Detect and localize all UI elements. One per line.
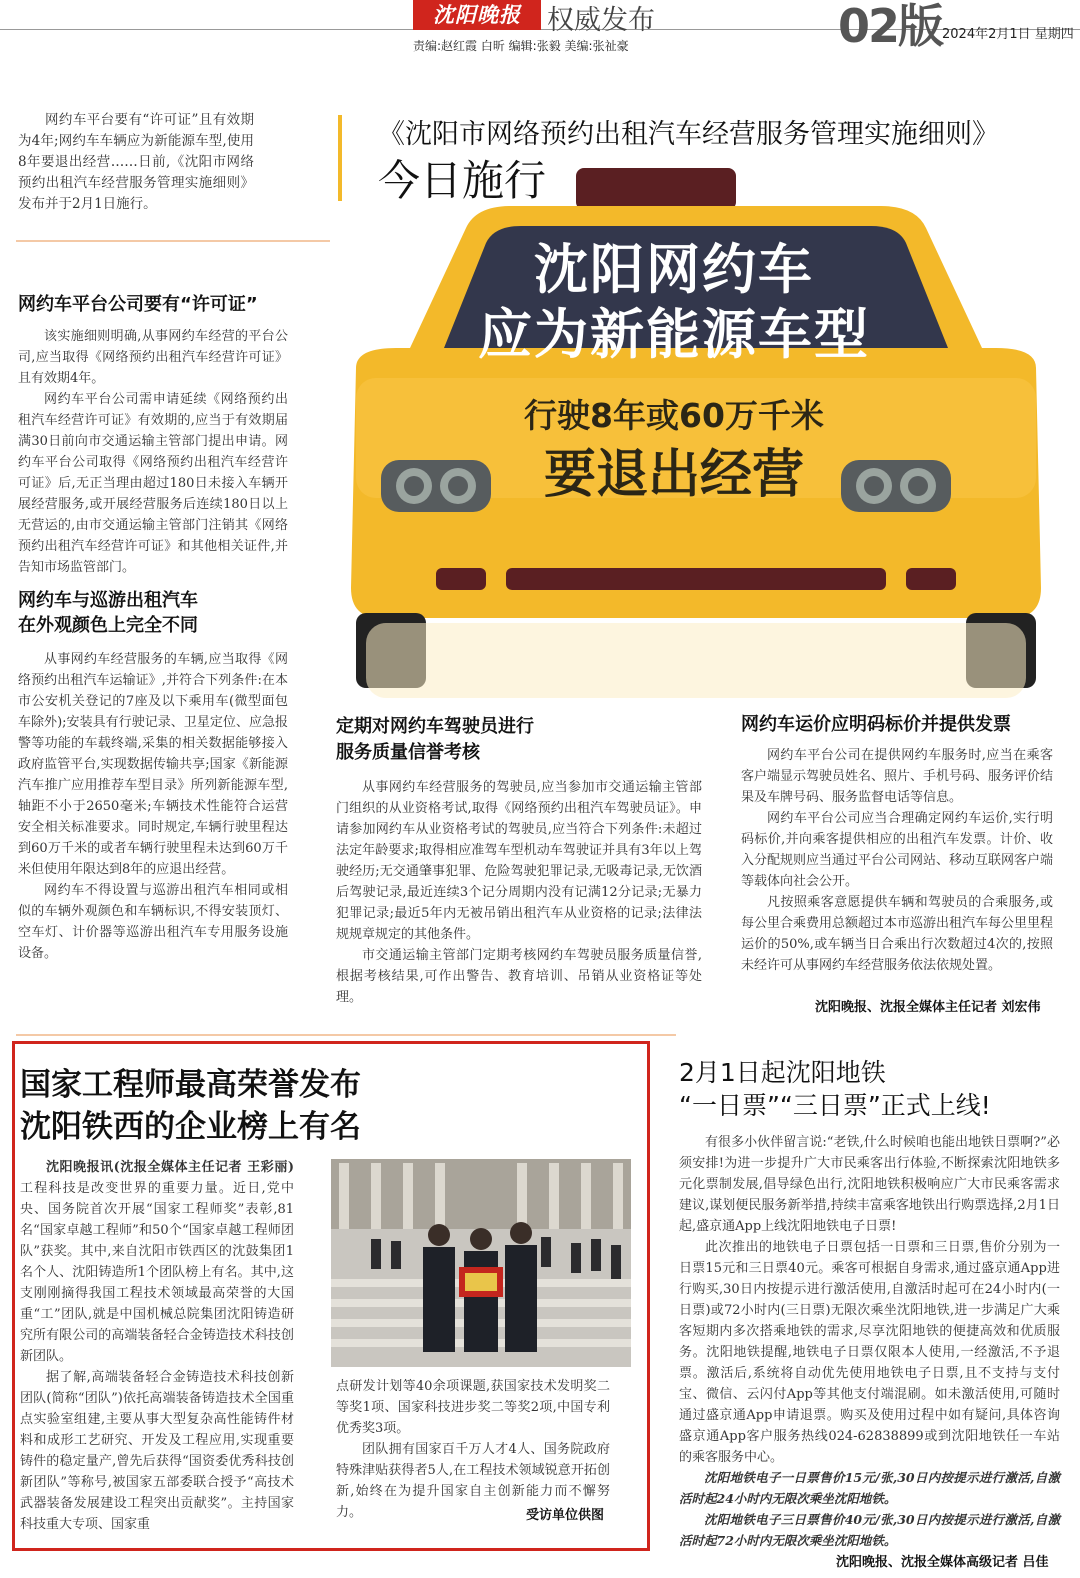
section-title-platform-license: 网约车平台公司要有“许可证” (18, 294, 258, 315)
engineer-headline-1: 国家工程师最高荣誉发布 (20, 1067, 361, 1103)
graphic-emphasis: 要退出经营 (543, 445, 804, 505)
editors-line: 责编:赵红霞 白昕 编辑:张毅 美编:张祉豪 (413, 39, 629, 53)
graphic-title-1: 沈阳网约车 (534, 238, 814, 301)
metro-headline-2: “一日票”“三日票”正式上线! (679, 1091, 991, 1120)
reporter-credit-liu: 沈阳晚报、沈报全媒体主任记者 刘宏伟 (815, 1000, 1041, 1015)
three-awardees (423, 1222, 537, 1352)
graphic-title-2: 应为新能源车型 (478, 303, 870, 366)
graphic-subtitle: 行驶8年或60万千米 (524, 396, 824, 435)
section-title-fare: 网约车运价应明码标价并提供发票 (741, 714, 1011, 735)
bumper-glow (366, 623, 1026, 698)
fare-text: 网约车平台公司在提供网约车服务时,应当在乘客客户端显示驾驶员姓名、照片、手机号码、服务评价结果及车牌号码、服务监督电话等信息。 网约车平台公司应当合理确定网约车运价,实行明码标价,并向乘客提供相应的出租汽车发票。计价、收入分配规则应当通过平台公司网站、移动互联网客户端等载体向社会公开。 凡按照乘客意愿提供车辆和驾驶员的合乘服务,或每公里合乘费用总额超过本市巡游出租汽车每公里里程运价的50%,或车辆当日合乘出行次数超过4次的,按照未经许可从事网约车经营服务依法依规处置。 (741, 748, 1054, 973)
driver-text: 从事网约车经营服务的驾驶员,应当参加市交通运输主管部门组织的从业资格考试,取得《网络预约出租汽车驾驶员证》。申请参加网约车从业资格考试的驾驶员,应当符合下列条件:未超过法定年龄要求;取得相应准驾车型机动车驾驶证并具有3年以上驾驶经历;无交通肇事犯罪、危险驾驶犯罪记录,无吸毒记录,无饮酒后驾驶记录,最近连续3个记分周期内没有记满12分记录;无暴力犯罪记录;最近5年内无被吊销出租汽车从业资格的记录;法律法规规章规定的其他条件。 市交通运输主管部门定期考核网约车驾驶员服务质量信誉,根据考核结果,可作出警告、教育培训、吊销从业资格证等处理。 (336, 780, 702, 1005)
section-title-appearance-2: 在外观颜色上完全不同 (18, 615, 198, 636)
lead-divider (16, 240, 330, 242)
issue-date: 2024年2月1日 星期四 (942, 27, 1074, 42)
metro-ticket-notes: 沈阳地铁电子一日票售价15元/张,30日内按提示进行激活,自激活时起24小时内无限次乘坐沈阳地铁。 沈阳地铁电子三日票售价40元/张,30日内按提示进行激活,自激活时起72小时内无限次乘坐沈阳地铁。 (679, 1470, 1060, 1548)
front-grille (506, 568, 886, 590)
lead-paragraph: 网约车平台要有“许可证”且有效期为4年;网约车车辆应为新能源车型,使用8年要退出经营……日前,《沈阳市网络预约出租汽车经营服务管理实施细则》发布并于2月1日施行。 (18, 112, 254, 212)
platform-license-text: 该实施细则明确,从事网约车经营的平台公司,应当取得《网络预约出租汽车经营许可证》且有效期4年。 网约车平台公司需申请延续《网络预约出租汽车经营许可证》有效期的,应当于有效期届满30日前向市交通运输主管部门提出申请。网约车平台公司取得《网络预约出租汽车经营许可证》后,无正当理由超过180日未接入车辆开展经营服务,或开展经营服务后连续180日以上无营运的,由市交通运输主管部门注销其《网络预约出租汽车经营许可证》和其他相关证件,并告知市场监管部门。 (18, 329, 288, 575)
roof-sign (576, 168, 736, 210)
main-headline-line2: 今日施行 (378, 156, 547, 205)
appearance-text: 从事网约车经营服务的车辆,应当取得《网络预约出租汽车运输证》,并符合下列条件:在本市公安机关登记的7座及以下乘用车(微型面包车除外);安装具有行驶记录、卫星定位、应急报警等功能的车载终端,采集的相关数据能够接入政府监管平台,实现数据传输共享;国家《新能源汽车推广应用推荐车型目录》所列新能源车型,轴距不小于2650毫米;车辆技术性能符合运营安全相关标准要求。同时规定,车辆行驶里程达到60万千米的或者车辆行驶里程未达到60万千米但使用年限达到8年的应退出经营。 网约车不得设置与巡游出租汽车相同或相似的车辆外观颜色和车辆标识,不得安装顶灯、空车灯、计价器等巡游出租汽车专用服务设施设备。 (18, 652, 288, 961)
engineer-text-right: 点研发计划等40余项课题,获国家技术发明奖二等奖1项、国家科技进步奖二等奖2项,中国专利优秀奖3项。 团队拥有国家百千万人才4人、国务院政府特殊津贴获得者5人,在工程技术领域锐意开拓创新,始终在为提升国家自主创新能力而不懈努力。 (336, 1379, 610, 1520)
photo-credit: 受访单位供图 (526, 1508, 605, 1523)
engineer-text-left: 沈阳晚报讯(沈报全媒体主任记者 王彩丽)工程科技是改变世界的重要力量。近日,党中央、国务院首次开展“国家工程师奖”表彰,81名“国家卓越工程师”和50个“国家卓越工程师团队”获奖。其中,来自沈阳市铁西区的沈鼓集团1名个人、沈阳铸造所1个团队榜上有名。其中,这支刚刚摘得我国工程技术领域最高荣誉的大国重“工”团队,就是中国机械总院集团沈阳铸造研究所有限公司的高端装备轻合金铸造技术科技创新团队。 据了解,高端装备轻合金铸造技术科技创新团队(简称“团队”)依托高端装备铸造技术全国重点实验室组建,主要从事大型复杂高性能铸件材料和成形工艺研究、开发及工程应用,实现重要铸件的稳定量产,曾先后获得“国资委优秀科技创新团队”等称号,被国家五部委联合授予“高技术武器装备发展建设工程突出贡献奖”。主持国家科技重大专项、国家重 (20, 1160, 294, 1532)
page-number: 02版 (838, 0, 943, 53)
section-title-driver-2: 服务质量信誉考核 (336, 742, 480, 763)
metro-headline-1: 2月1日起沈阳地铁 (679, 1058, 886, 1087)
metro-text: 有很多小伙伴留言说:“老铁,什么时候咱也能出地铁日票啊?”必须安排!为进一步提升广大市民乘客出行体验,不断探索沈阳地铁多元化票制发展,倡导绿色出行,沈阳地铁积极响应广大市民乘客需求建议,谋划便民服务新举措,持续丰富乘客地铁出行购票选择,2月1日起,盛京通App上线沈阳地铁电子日票! 此次推出的地铁电子日票包括一日票和三日票,售价分别为一日票15元和三日票40元。乘客可根据自身需求,通过盛京通App进行购买,30日内按提示进行激活使用,自激活时起可在24小时内(一日票)或72小时内(三日票)无限次乘坐沈阳地铁,进一步满足广大乘客短期内多次搭乘地铁的需求,尽享沈阳地铁的便捷高效和优质服务。沈阳地铁提醒,地铁电子日票仅限本人使用,一经激活,不予退票。激活后,系统将自动优先使用地铁电子日票,且不支持与支付宝、微信、云闪付App等其他支付端混刷。如未激活使用,可随时通过盛京通App申请退票。购买及使用过程中如有疑问,具体咨询盛京通App客户服务热线024-62838899或到沈阳地铁任一车站的乘客服务中心。 (679, 1135, 1060, 1465)
section-divider (16, 1034, 676, 1036)
reporter-credit-lv: 沈阳晚报、沈报全媒体高级记者 吕佳 (836, 1555, 1049, 1570)
main-headline-line1: 《沈阳市网络预约出租汽车经营服务管理实施细则》 (378, 119, 999, 150)
left-grille-slot (436, 568, 486, 590)
newspaper-logo: 沈阳晚报 (413, 0, 541, 30)
engineer-byline: 沈阳晚报讯(沈报全媒体主任记者 王彩丽) (46, 1160, 294, 1175)
award-ceremony-photo (331, 1159, 631, 1367)
engineer-headline-2: 沈阳铁西的企业榜上有名 (20, 1109, 361, 1145)
section-title-driver-1: 定期对网约车驾驶员进行 (336, 716, 534, 737)
right-grille-slot (906, 568, 956, 590)
section-title-appearance-1: 网约车与巡游出租汽车 (18, 590, 198, 611)
section-name: 权威发布 (547, 5, 655, 36)
